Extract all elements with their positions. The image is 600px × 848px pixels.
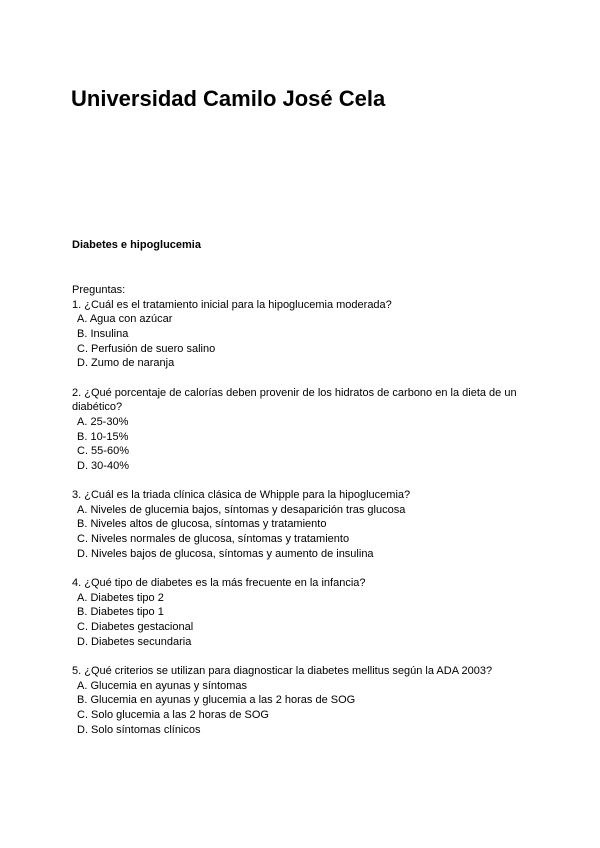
answer-option: B. Niveles altos de glucosa, síntomas y tratamiento (77, 518, 327, 531)
answer-option: B. Glucemia en ayunas y glucemia a las 2 horas de SOG (77, 694, 356, 707)
question-text: 1. ¿Cuál es el tratamiento inicial para la hipoglucemia moderada? (72, 298, 392, 311)
answer-option: C. 55-60% (77, 445, 129, 458)
answer-option: D. 30-40% (77, 459, 129, 472)
answer-options (72, 503, 532, 562)
answer-option: C. Solo glucemia a las 2 horas de SOG (77, 708, 269, 721)
answer-option: B. Insulina (77, 327, 129, 340)
answer-option: C. Diabetes gestacional (77, 621, 194, 634)
answer-option: B. 10-15% (77, 430, 129, 443)
document-title: Universidad Camilo José Cela (71, 86, 386, 111)
document-subtitle: Diabetes e hipoglucemia (72, 239, 201, 251)
answer-options (72, 679, 532, 738)
question-text: 4. ¿Qué tipo de diabetes es la más frecuente en la infancia? (72, 577, 366, 590)
answer-options (72, 591, 532, 650)
answer-option: A. Glucemia en ayunas y síntomas (77, 679, 247, 692)
answer-option: D. Niveles bajos de glucosa, síntomas y aumento de insulina (77, 547, 374, 560)
question-block (72, 664, 532, 737)
answer-option: D. Solo síntomas clínicos (77, 723, 201, 736)
question-block (72, 386, 532, 474)
answer-options (72, 312, 532, 371)
answer-option: C. Niveles normales de glucosa, síntomas y tratamiento (77, 533, 350, 546)
section-label: Preguntas: (72, 284, 126, 296)
question-text: 5. ¿Qué criterios se utilizan para diagnosticar la diabetes mellitus según la ADA 2003? (72, 665, 493, 677)
answer-option: B. Diabetes tipo 1 (77, 606, 164, 619)
question-list (72, 298, 532, 738)
answer-option: A. Diabetes tipo 2 (77, 591, 164, 604)
answer-option: A. Agua con azúcar (77, 313, 173, 326)
questions-section (72, 283, 532, 752)
answer-option: D. Diabetes secundaria (77, 635, 192, 648)
question-text: 2. ¿Qué porcentaje de calorías deben provenir de los hidratos de carbono en la dieta de un diabético? (72, 386, 517, 414)
question-block (72, 576, 532, 649)
question-block (72, 488, 532, 561)
answer-option: C. Perfusión de suero salino (77, 342, 216, 355)
answer-options (72, 415, 532, 474)
question-block (72, 298, 532, 371)
answer-option: D. Zumo de naranja (77, 357, 175, 370)
answer-option: A. 25-30% (77, 415, 129, 428)
question-text: 3. ¿Cuál es la triada clínica clásica de Whipple para la hipoglucemia? (72, 489, 411, 502)
answer-option: A. Niveles de glucemia bajos, síntomas y desaparición tras glucosa (77, 503, 406, 516)
